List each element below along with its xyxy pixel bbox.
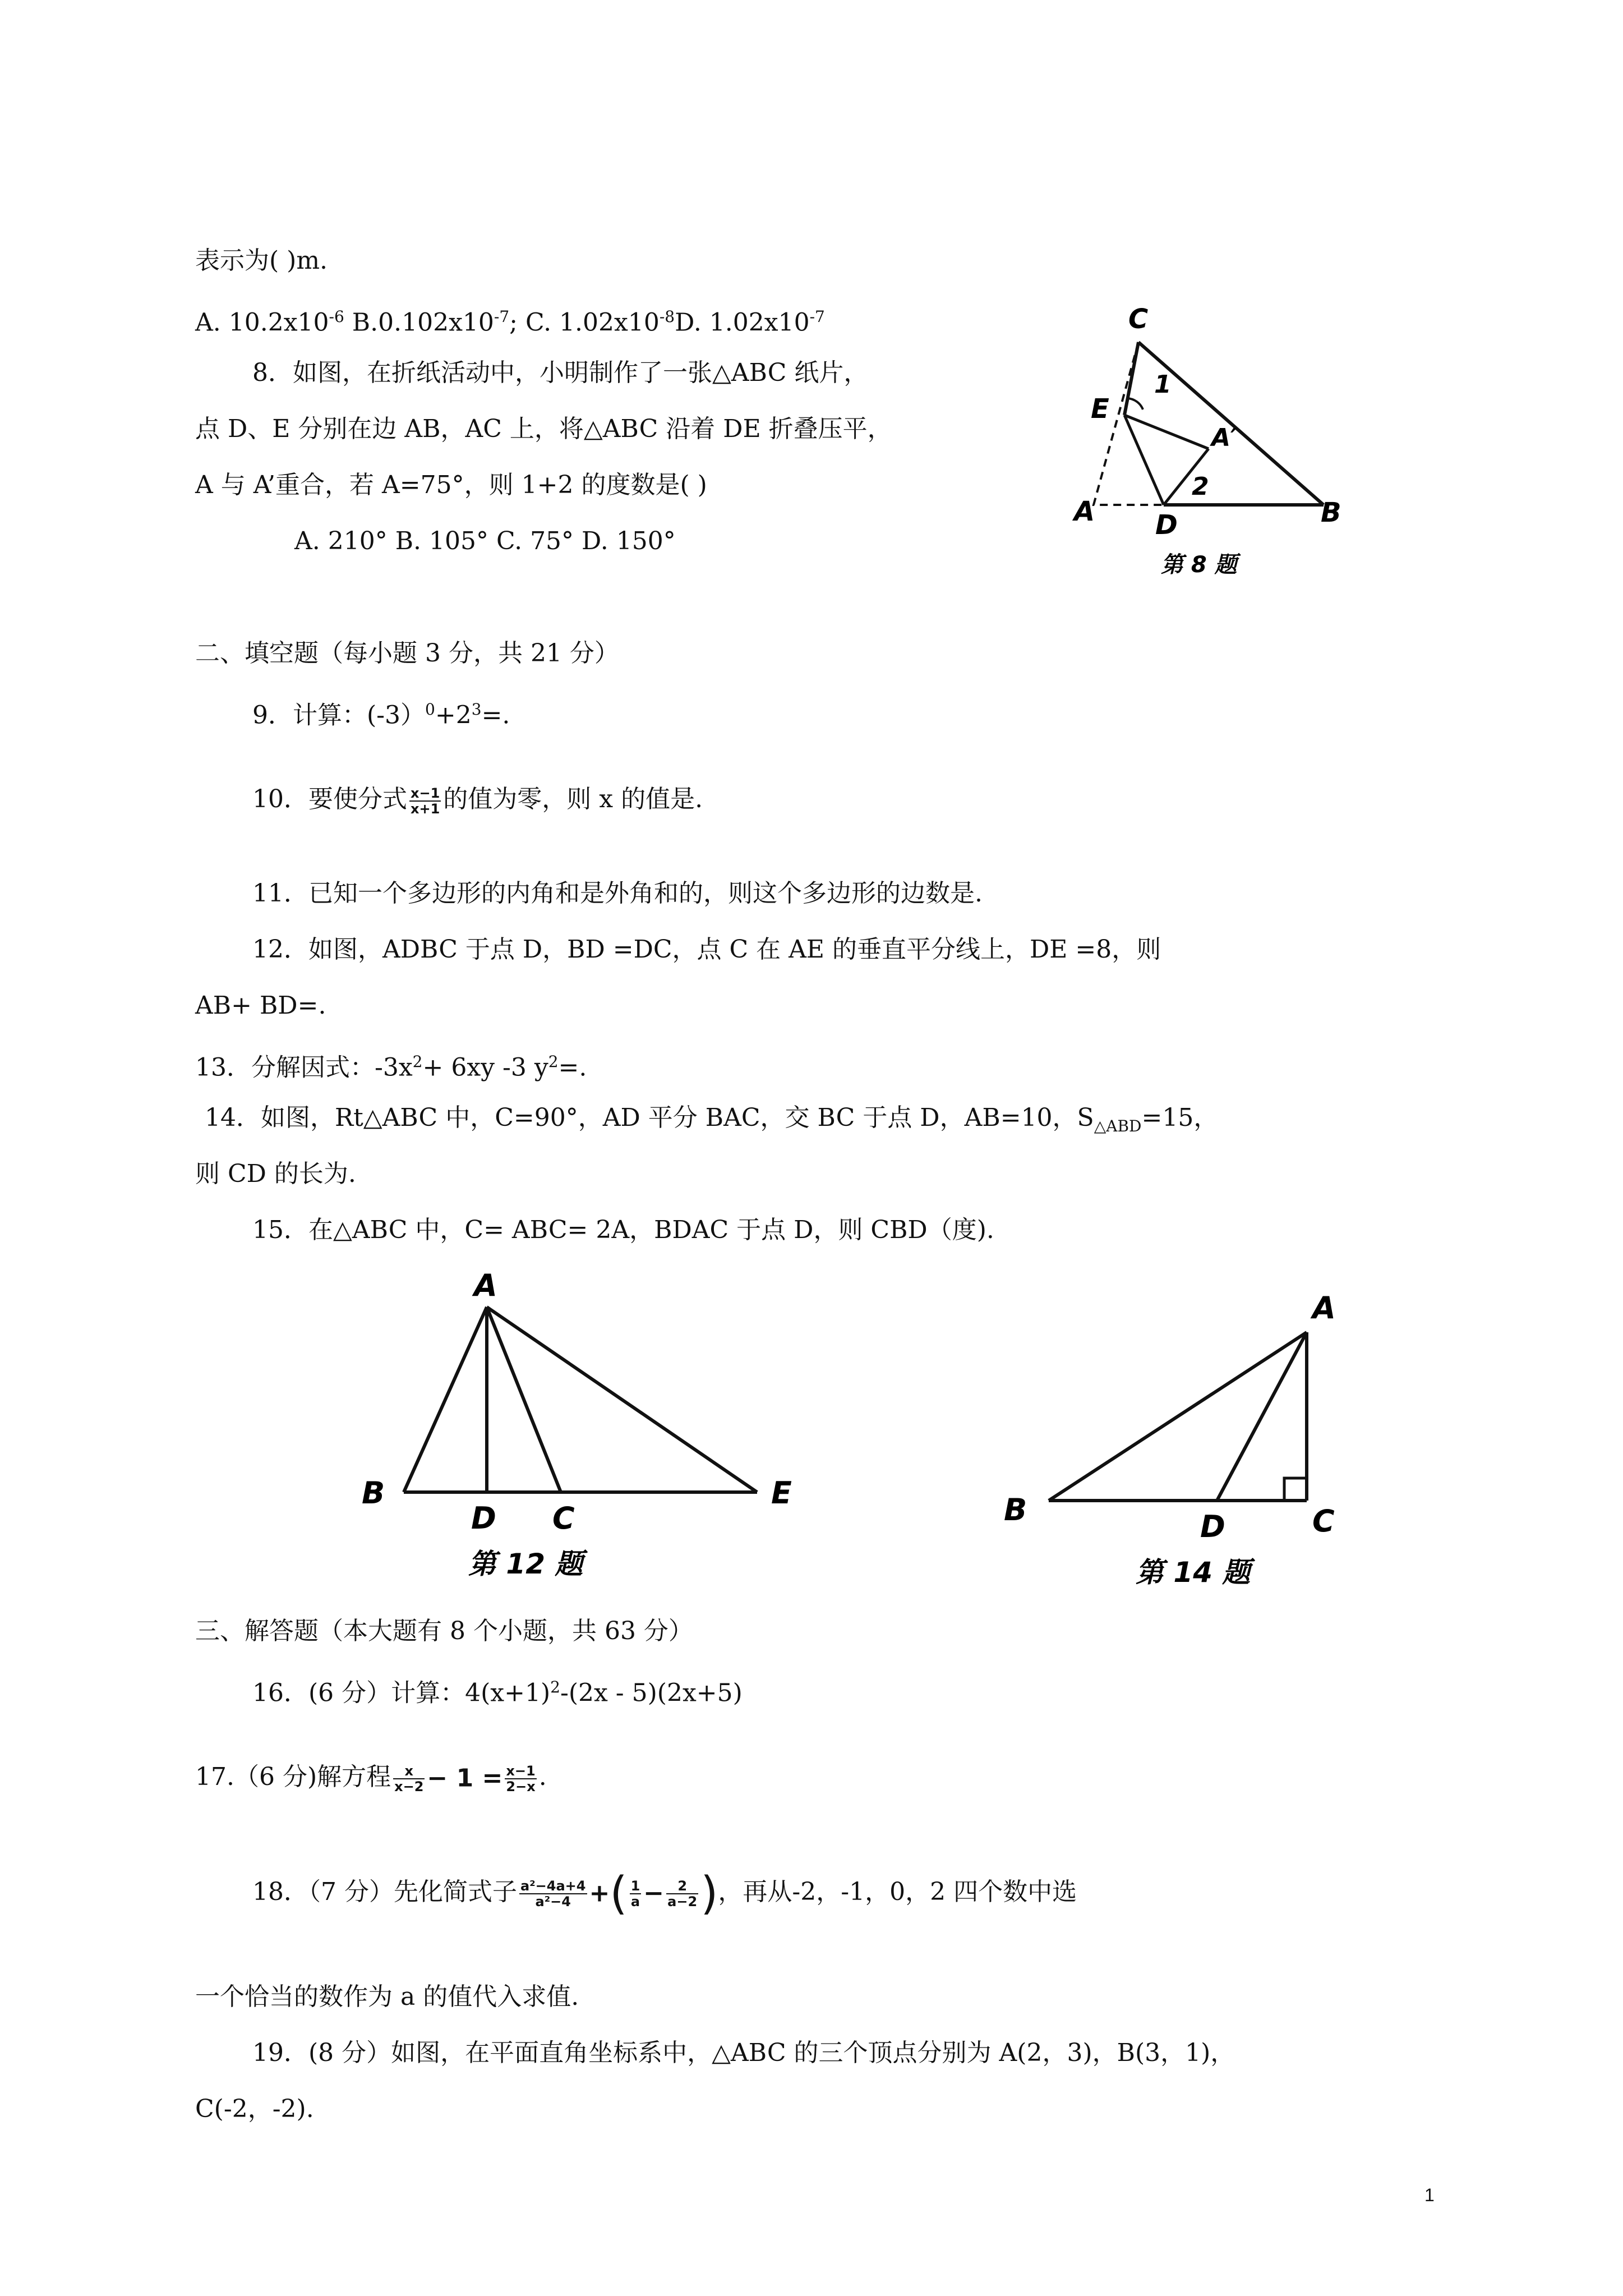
q8-line3: A 与 A’重合，若 A=75°，则 1+2 的度数是( ) xyxy=(195,471,707,499)
q17-prefix: 17.（6 分)解方程 xyxy=(195,1763,391,1791)
q17-f2-num: x−1 xyxy=(506,1763,536,1779)
q17-suffix: . xyxy=(538,1763,547,1791)
q11-text: 11．已知一个多边形的内角和是外角和的，则这个多边形的边数是. xyxy=(252,879,983,908)
q17-f1-num: x xyxy=(393,1764,425,1779)
q15-text: 15．在△ABC 中，C= ABC= 2A，BDAC 于点 D，则 CBD（度). xyxy=(252,1216,994,1244)
q17-minus-equals: − 1 = xyxy=(427,1764,503,1793)
q14-label-b: B xyxy=(1004,1492,1027,1527)
q18-fraction-3 xyxy=(666,1879,698,1909)
q10-frac-den: x+1 xyxy=(411,800,440,817)
q8-label-d: D xyxy=(1155,509,1178,541)
q12-line1: 12．如图，ADBC 于点 D，BD =DC，点 C 在 AE 的垂直平分线上，DE =8，则 xyxy=(252,935,1161,964)
q14-line2: 则 CD 的长为. xyxy=(195,1159,356,1188)
q12-label-e: E xyxy=(771,1475,792,1511)
q10-suffix: 的值为零，则 x 的值是. xyxy=(443,785,703,813)
q18-f3-den: a−2 xyxy=(667,1893,698,1910)
figure-q12 xyxy=(353,1262,836,1593)
q12-label-c: C xyxy=(552,1501,575,1536)
q12-label-a: A xyxy=(474,1268,497,1303)
q8-options: A. 210° B. 105° C. 75° D. 150° xyxy=(294,527,676,555)
q8-label-b: B xyxy=(1321,497,1341,528)
q8-line2: 点 D、E 分别在边 AB，AC 上，将△ABC 沿着 DE 折叠压平， xyxy=(195,415,892,443)
q18-prefix: 18．（7 分）先化简式子 xyxy=(252,1878,517,1906)
q17-f1-den: x−2 xyxy=(394,1778,424,1795)
q17-text xyxy=(195,1761,547,1795)
section2-title: 二、填空题（每小题 3 分，共 21 分） xyxy=(195,639,619,668)
q13-text: 13．分解因式：$-3x^2+ 6xy$ -3 $y^2=$. xyxy=(195,1052,587,1082)
q18-line2: 一个恰当的数作为 a 的值代入求值. xyxy=(195,1982,579,2011)
q12-side-ac xyxy=(487,1307,561,1492)
q18-right-paren: ) xyxy=(700,1867,718,1920)
q14-label-c: C xyxy=(1312,1503,1335,1539)
q12-label-b: B xyxy=(362,1475,385,1511)
q17-fraction-2 xyxy=(505,1764,536,1794)
q18-f1-num: a²−4a+4 xyxy=(520,1878,586,1894)
q18-plus: + xyxy=(589,1879,610,1908)
q18-left-paren: ( xyxy=(610,1867,628,1920)
figure-q8 xyxy=(1066,292,1357,583)
q8-label-a-prime: A′ xyxy=(1211,424,1237,452)
q18-suffix: ，再从-2，-1，0，2 四个数中选 xyxy=(718,1878,1077,1906)
q12-side-ab xyxy=(404,1307,487,1492)
q8-label-2: 2 xyxy=(1192,472,1209,501)
q8-side-ce xyxy=(1124,342,1138,415)
q12-caption: 第 12 题 xyxy=(468,1548,583,1580)
q9-text: 9．计算：$(-3)^0+2^3=$. xyxy=(252,700,510,730)
q14-label-d: D xyxy=(1200,1509,1225,1544)
section3-title: 三、解答题（本大题有 8 个小题，共 63 分） xyxy=(195,1617,693,1645)
q18-text xyxy=(252,1867,1077,1920)
q14-label-a: A xyxy=(1312,1290,1336,1326)
q19-line1: 19．(8 分）如图，在平面直角坐标系中，△ABC 的三个顶点分别为 A(2，3)，B(3，1)， xyxy=(252,2039,1235,2067)
q18-f3-num: 2 xyxy=(666,1879,698,1894)
q17-f2-den: 2−x xyxy=(506,1778,536,1795)
q18-f2-den: a xyxy=(630,1893,640,1910)
q12-line2: AB+ BD=. xyxy=(195,991,326,1020)
q14-right-angle-mark xyxy=(1284,1478,1307,1501)
q14-caption: 第 14 题 xyxy=(1136,1556,1251,1589)
q10-prefix: 10．要使分式 xyxy=(252,785,407,813)
figure-q14 xyxy=(987,1273,1368,1604)
page-number: 1 xyxy=(1424,2185,1435,2205)
q12-side-ae xyxy=(487,1307,757,1492)
q14-hypotenuse-ab xyxy=(1049,1332,1307,1501)
q14-line1: 14．如图，Rt△ABC 中，C=90°，AD 平分 BAC，交 BC 于点 D，AB=10，$S_{\triangle ABD}=15$， xyxy=(205,1103,1219,1135)
q8-label-c: C xyxy=(1128,303,1149,335)
q8-line1: 8．如图，在折纸活动中，小明制作了一张△ABC 纸片， xyxy=(252,358,869,387)
q8-caption: 第 8 题 xyxy=(1161,552,1237,578)
q8-angle-1-arc xyxy=(1127,398,1143,409)
q18-fraction-1 xyxy=(519,1879,587,1909)
q17-fraction-1 xyxy=(393,1764,425,1794)
q12-label-d: D xyxy=(471,1501,496,1536)
q7-options: A. $10.2x10^{-6}$ $B.0.102x10^{-7}$; C. $1.02x10^{-8}D$. $1.02x10^{-7}$ xyxy=(195,307,825,337)
q10-text xyxy=(252,784,703,816)
q14-bisector-ad xyxy=(1217,1332,1307,1501)
q8-label-e: E xyxy=(1091,393,1109,425)
q18-f1-den: a²−4 xyxy=(535,1893,571,1910)
q10-frac-num: x−1 xyxy=(411,785,440,801)
q10-fraction xyxy=(409,786,441,816)
q7-tail: 表示为( )m. xyxy=(195,246,328,275)
q18-fraction-2 xyxy=(630,1879,642,1909)
q19-line2: C(-2，-2). xyxy=(195,2095,314,2123)
q18-f2-num: 1 xyxy=(630,1878,640,1894)
q16-text: 16．(6 分）计算：$4(x+1)^2-(2x - 5)(2x+5)$ xyxy=(252,1678,743,1708)
q18-minus: − xyxy=(643,1879,665,1908)
q8-label-1: 1 xyxy=(1154,370,1172,399)
q8-label-a: A xyxy=(1074,496,1095,527)
